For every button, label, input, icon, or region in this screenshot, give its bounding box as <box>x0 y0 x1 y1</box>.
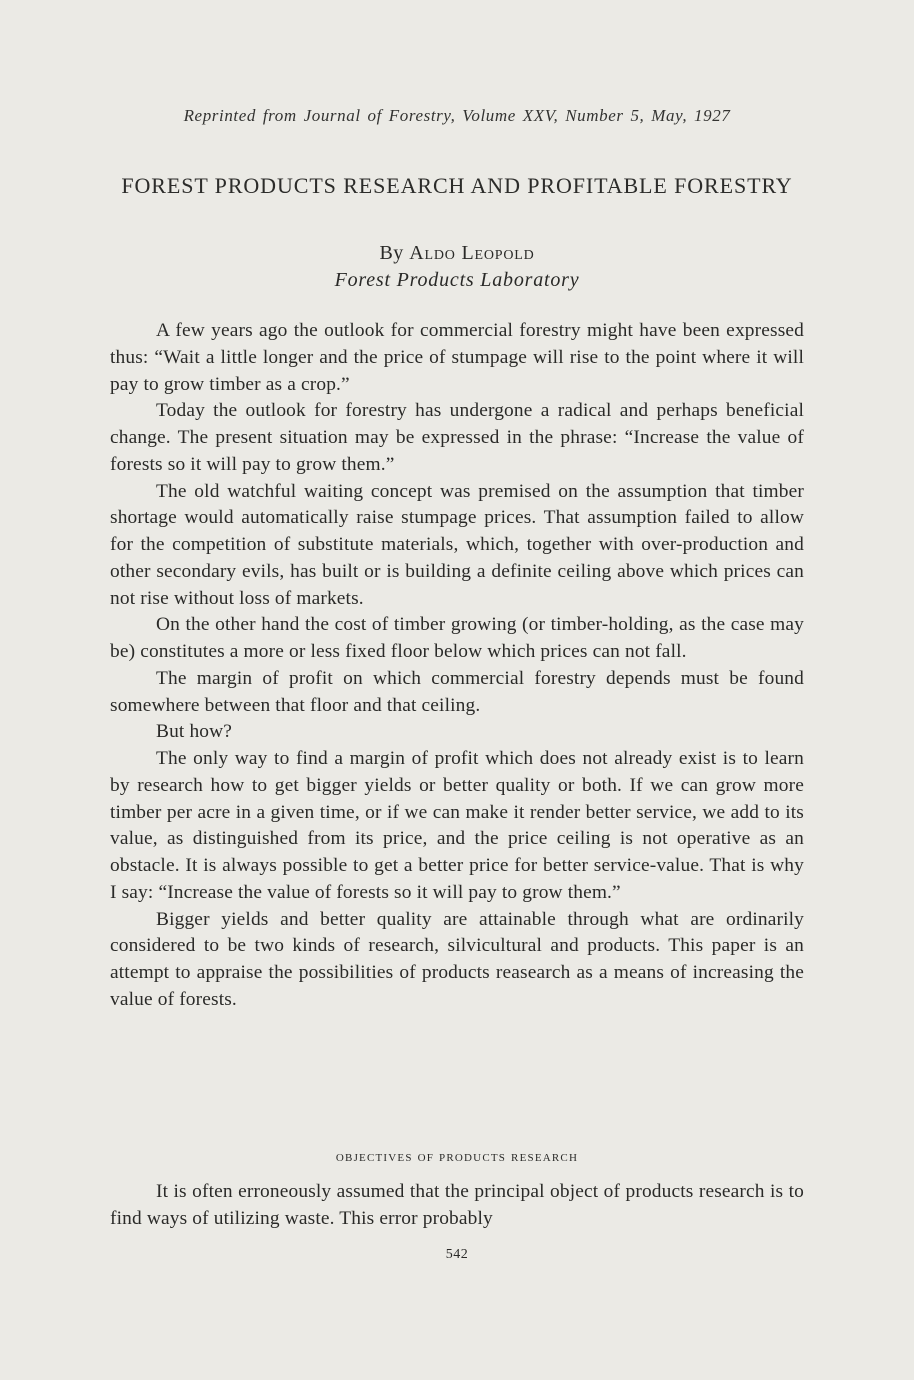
paragraph: The only way to find a margin of profit which does not already exist is to learn by research how to get bigger yields or better quality or both. If we can grow more timber per acre in a given time, or if we can make it render better service, we add to its value, as distinguished from its price, and the price ceiling is not operative as an obstacle. It is always possible to get a better price for better service-value. That is why I say: “Increase the value of forests so it will pay to grow them.” <box>110 748 804 903</box>
byline <box>110 240 804 266</box>
paragraph: On the other hand the cost of timber growing (or timber-holding, as the case may be) constitutes a more or less fixed floor below which prices can not fall. <box>110 614 804 662</box>
paragraph: The old watchful waiting concept was premised on the assumption that timber shortage would automatically raise stumpage prices. That assumption failed to allow for the competition of substitute materials, which, together with over-production and other secondary evils, has built or is building a definite ceiling above which prices can not rise without loss of markets. <box>110 480 804 609</box>
section-heading: objectives of products research <box>335 1149 579 1165</box>
article-title: FOREST PRODUCTS RESEARCH AND PROFITABLE FORESTRY <box>121 173 793 198</box>
paragraph: A few years ago the outlook for commercial forestry might have been expressed thus: “Wait a little longer and the price of stumpage will rise to the point where it will pay to grow timber as a crop.” <box>110 320 804 395</box>
reprint-notice: Reprinted from Journal of Forestry, Volume XXV, Number 5, May, 1927 <box>183 106 731 125</box>
paragraph: The margin of profit on which commercial forestry depends must be found somewhere between that floor and that ceiling. <box>110 667 804 716</box>
article-body <box>110 318 804 1014</box>
section-body <box>110 1179 804 1233</box>
byline-prefix: By <box>379 242 404 264</box>
paragraph: It is often erroneously assumed that the principal object of products research is to find ways of utilizing waste. This error probably <box>110 1181 804 1229</box>
paragraph: Bigger yields and better quality are attainable through what are ordinarily considered to be two kinds of research, silvicultural and products. This paper is an attempt to appraise the possibilities of products reasearch as a means of increasing the value of forests. <box>110 908 804 1010</box>
author-name: Aldo Leopold <box>409 242 535 264</box>
author-affiliation: Forest Products Laboratory <box>334 269 580 291</box>
page-number: 542 <box>445 1247 469 1262</box>
paragraph: But how? <box>156 721 233 743</box>
paragraph: Today the outlook for forestry has undergone a radical and perhaps beneficial change. The present situation may be expressed in the phrase: “Increase the value of forests so it will pay to grow them.” <box>110 400 804 475</box>
